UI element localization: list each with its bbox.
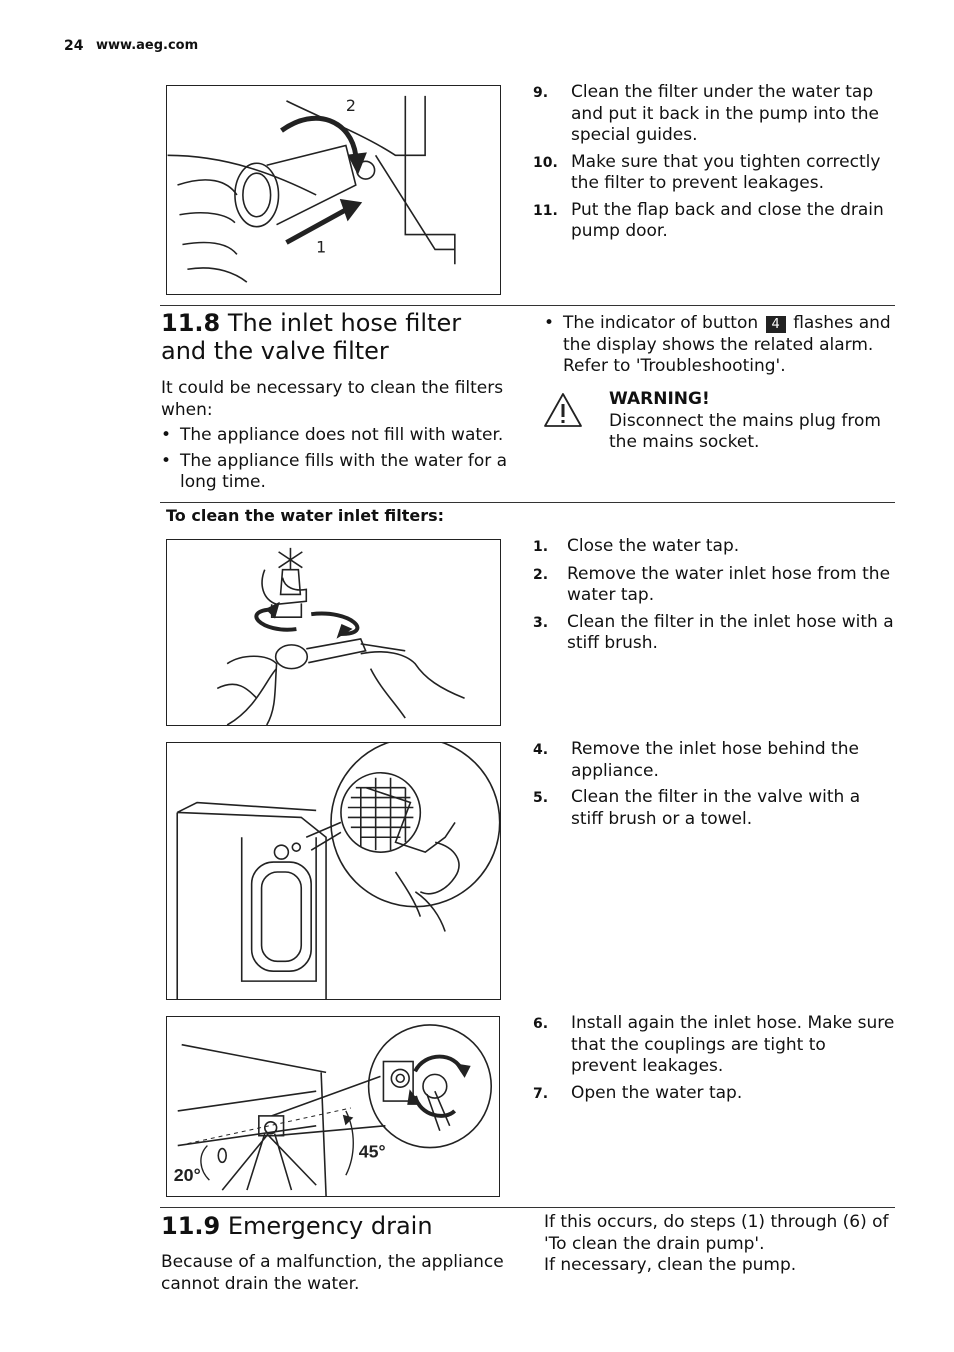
step-number: 6. [533, 1016, 549, 1032]
subheading: To clean the water inlet filters: [166, 506, 445, 525]
step-text: Remove the water inlet hose from the water tap. [567, 563, 891, 605]
steps-b [533, 739, 895, 835]
button-badge: 4 [766, 316, 786, 333]
step-number: 3. [533, 614, 549, 631]
step-text: Remove the inlet hose behind the appliance. [571, 739, 859, 781]
right-text-2: If necessary, clean the pump. [544, 1255, 797, 1275]
note-text-before: The indicator of button [563, 313, 759, 333]
step-number: 1. [533, 539, 549, 555]
step-number: 2. [533, 566, 549, 583]
divider [160, 1207, 895, 1208]
section-number: 11.8 [161, 309, 221, 337]
warning-text: Disconnect the mains plug from the mains socket. [609, 410, 881, 452]
steps-a [533, 536, 895, 660]
step-text: Clean the filter under the water tap and put it back in the pump into the special guides. [571, 82, 880, 145]
bullet-text: The appliance does not fill with water. [180, 425, 504, 445]
bullet-icon: • [544, 313, 555, 333]
section-number: 11.9 [161, 1212, 221, 1240]
indicator-note [544, 313, 896, 378]
section-title: The inlet hose filter and the valve filter [161, 309, 462, 365]
fig1-label-2: 2 [345, 95, 356, 115]
section-title: Emergency drain [227, 1212, 433, 1240]
angle-20-label: 20° [173, 1165, 201, 1186]
divider [160, 502, 895, 503]
page-number: 24 [64, 38, 84, 54]
note-text-after: flashes and the display shows the related alarm. Refer to 'Troubleshooting'. [563, 313, 891, 376]
bullet-icon: • [161, 425, 172, 445]
step-text: Close the water tap. [567, 536, 740, 556]
bullet-icon: • [161, 450, 172, 471]
section-heading-11-8 [161, 309, 511, 365]
section-11-9-text: Because of a malfunction, the appliance cannot drain the water. [161, 1252, 504, 1294]
step-number: 4. [533, 742, 549, 758]
step-item [533, 152, 895, 195]
section-heading-11-9 [161, 1212, 511, 1240]
step-text: Open the water tap. [571, 1082, 743, 1103]
step-item [533, 739, 895, 782]
step-text: Put the flap back and close the drain pump door. [571, 199, 884, 241]
right-text-1: If this occurs, do steps (1) through (6) of 'To clean the drain pump'. [544, 1212, 889, 1254]
step-item [533, 612, 895, 655]
step-number: 7. [533, 1085, 549, 1102]
angle-45-label: 45° [358, 1141, 386, 1162]
step-text: Clean the filter in the valve with a stiff brush or a towel. [571, 787, 861, 829]
step-item [533, 200, 895, 243]
section-11-9-right [544, 1212, 899, 1277]
step-text: Install again the inlet hose. Make sure that the couplings are tight to prevent leakages. [571, 1013, 895, 1076]
divider [160, 305, 895, 306]
step-text: Make sure that you tighten correctly the filter to prevent leakages. [571, 151, 881, 193]
section-11-8-body [161, 378, 511, 494]
warning-icon [543, 392, 583, 428]
fig1-label-1: 1 [316, 237, 327, 257]
header-url[interactable]: www.aeg.com [96, 38, 199, 53]
bullet-item [161, 425, 511, 447]
bullet-item [161, 451, 511, 494]
figure-clean-valve-filter [166, 742, 501, 1000]
step-number: 10. [533, 154, 558, 171]
step-number: 5. [533, 790, 549, 806]
step-item [533, 564, 895, 607]
step-item [533, 82, 895, 147]
figure-drain-filter [166, 85, 501, 295]
step-item [533, 536, 895, 559]
steps-c [533, 1013, 895, 1110]
step-item [533, 787, 895, 830]
warning-box [609, 389, 899, 454]
bullet-item [544, 313, 896, 378]
step-item [533, 1083, 895, 1106]
steps-top [533, 82, 895, 248]
bullet-text: The appliance fills with the water for a long time. [180, 450, 508, 492]
intro-text: It could be necessary to clean the filters when: [161, 378, 504, 420]
figure-clean-hose-filter [166, 539, 501, 726]
figure-install-hose [166, 1016, 500, 1197]
warning-title: WARNING! [609, 389, 710, 409]
step-item [533, 1013, 895, 1078]
step-text: Clean the filter in the inlet hose with a stiff brush. [567, 611, 894, 653]
step-number: 9. [533, 85, 549, 101]
step-number: 11. [533, 202, 558, 219]
